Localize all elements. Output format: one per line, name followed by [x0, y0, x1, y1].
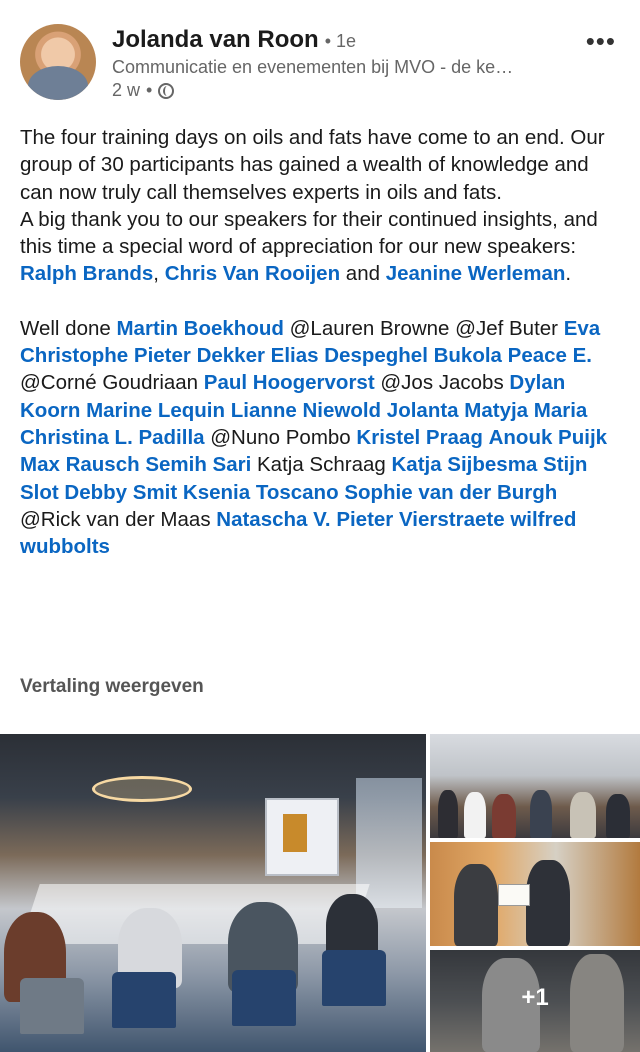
mention-link[interactable]: Paul Hoogervorst — [203, 371, 375, 395]
post-text: Katja Schraag — [251, 453, 392, 477]
chair — [112, 972, 176, 1028]
mention-link[interactable]: Maria Christina L. Padilla — [20, 398, 588, 449]
mention-link[interactable]: Chris Van Rooijen — [164, 262, 341, 286]
mention-link[interactable]: Kristel Praag — [356, 425, 483, 449]
mention-link[interactable]: Anouk Puijk — [488, 425, 608, 449]
mention-link[interactable]: Lianne Niewold — [230, 398, 382, 422]
workshop-photo[interactable] — [430, 950, 640, 1052]
mention-link[interactable]: Katja Sijbesma — [391, 453, 538, 477]
post-text: The four training days on oils and fats have come to an end. Our group of 30 participants has gained a wealth of knowledge and can now truly call themselves experts in oils and fats. — [20, 126, 605, 204]
post-text: , — [153, 262, 165, 286]
translate-link[interactable]: Vertaling weergeven — [20, 676, 204, 697]
photo-gallery — [0, 734, 640, 1052]
chair — [20, 978, 84, 1034]
post-text: and — [340, 262, 386, 286]
meta-separator: • — [146, 80, 153, 100]
post-text: @Corné Goudriaan — [20, 371, 204, 395]
mention-link[interactable]: Semih Sari — [145, 453, 252, 477]
certificate — [498, 884, 530, 906]
tables — [20, 884, 369, 944]
mention-link[interactable]: Martin Boekhoud — [116, 316, 284, 340]
author-avatar[interactable] — [20, 24, 96, 100]
participant — [570, 792, 596, 838]
post-line — [20, 124, 620, 206]
mention-link[interactable]: Jeanine Werleman — [385, 262, 566, 286]
mention-link[interactable]: Marine Lequin — [86, 398, 226, 422]
globe-icon — [158, 83, 174, 99]
author-name[interactable]: Jolanda van Roon — [112, 26, 319, 53]
post-meta — [112, 80, 174, 101]
participant — [606, 794, 630, 838]
chair — [232, 970, 296, 1026]
post-text: @Nuno Pombo — [204, 425, 357, 449]
participant — [492, 794, 516, 838]
more-options-icon[interactable]: ••• — [585, 26, 616, 56]
participant — [438, 790, 458, 838]
group-photo[interactable] — [430, 734, 640, 838]
mention-link[interactable]: Jolanta Matyja — [386, 398, 529, 422]
participant — [530, 790, 552, 838]
mention-link[interactable]: wilfred wubbolts — [20, 507, 577, 559]
participant — [464, 792, 486, 838]
mention-link[interactable]: Ralph Brands — [20, 262, 154, 286]
author-name-row — [112, 26, 356, 54]
post-text: @Lauren Browne @Jef Buter — [283, 316, 564, 340]
more-photos-count[interactable]: +1 — [521, 984, 549, 1011]
participant — [526, 860, 570, 946]
mention-link[interactable]: Eva Christophe — [20, 316, 601, 368]
post-text: Well done — [20, 316, 117, 340]
post-text: @Jos Jacobs — [374, 371, 510, 395]
mention-link[interactable]: Pieter Dekker — [133, 344, 265, 368]
post-line — [20, 206, 620, 288]
ceiling-light — [92, 776, 192, 802]
participant — [454, 864, 498, 946]
mention-link[interactable]: Sophie van der Burgh — [344, 480, 558, 504]
post-header — [0, 0, 640, 112]
post-text: . — [565, 262, 572, 286]
post-text: @Rick van der Maas — [20, 507, 217, 531]
projection-screen — [265, 798, 339, 876]
mention-link[interactable]: Dylan Koorn — [20, 371, 566, 422]
connection-degree: • 1e — [324, 31, 357, 51]
post-time: 2 w — [112, 80, 141, 100]
mention-link[interactable]: Elias Despeghel — [270, 344, 428, 368]
mention-link[interactable]: Bukola Peace E. — [433, 344, 592, 368]
paragraph-gap — [20, 288, 620, 315]
training-room-photo[interactable] — [0, 734, 426, 1052]
post-line — [20, 315, 620, 561]
mention-link[interactable]: Pieter Vierstraete — [336, 507, 505, 531]
post-text: A big thank you to our speakers for their continued insights, and this time a special word of appreciation for our new speakers: — [20, 207, 598, 259]
post-body — [20, 124, 620, 560]
chair — [322, 950, 386, 1006]
author-headline: Communicatie en evenementen bij MVO - de ke… — [112, 57, 514, 77]
mention-link[interactable]: Stijn Slot — [20, 453, 588, 504]
certificate-photo[interactable] — [430, 842, 640, 946]
mention-link[interactable]: Debby Smit — [64, 480, 178, 504]
mention-link[interactable]: Max Rausch — [20, 453, 140, 477]
mention-link[interactable]: Natascha V. — [216, 507, 331, 531]
mention-link[interactable]: Ksenia Toscano — [182, 480, 339, 504]
